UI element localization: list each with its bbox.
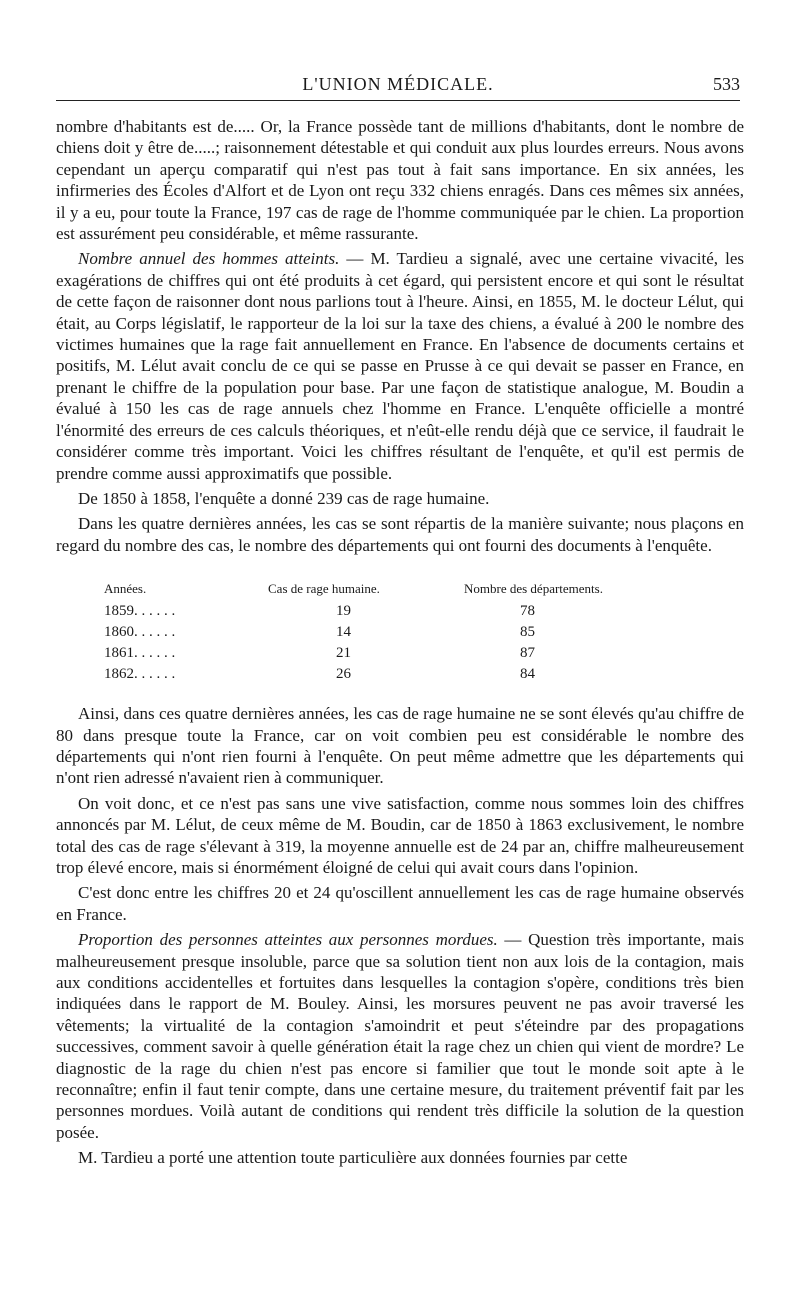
paragraph-text: De 1850 à 1858, l'enquête a donné 239 cas de rage humaine.: [78, 488, 490, 508]
table-cell: 1861. . . . . .: [104, 645, 176, 662]
section-heading: Proportion des personnes atteintes aux personnes mordues.: [78, 930, 498, 950]
paragraph-text: — M. Tardieu a signalé, avec une certaine vivacité, les exagérations de chiffres qui ont été produits à cet égard, qui persistent encore et qui sont le résultat de cette façon de raisonner dont nous parlions tout à l'heure. Ainsi, en 1855, M. le docteur Lélut, qui était, au Corps législatif, le rapporteur de la loi sur la taxe des chiens, a évalué à 200 le nombre des victimes humaines que la rage fait annuellement en France. En l'absence de documents certains et positifs, M. Lélut avait conclu de ce qui se passe en Prusse à ce qui devait se passer en France, en prenant le chiffre de la population pour base. Par une façon de statistique analogue, M. Boudin a évalué à 150 les cas de rage annuels chez l'homme en France. L'enquête officielle a montré l'énormité des erreurs de ces calculs théoriques, et n'eût-elle rendu déjà que ce service, il faudrait le considérer comme très important. Voici les chiffres résultant de l'enquête, et qu'il est permis de prendre comme aussi approximatifs que possible.: [56, 249, 744, 483]
table-cell: 87: [520, 645, 535, 662]
table-cell: 1859. . . . . .: [104, 603, 176, 620]
table-cell: 19: [336, 603, 351, 620]
paragraph: [56, 929, 744, 1143]
table-row: [56, 622, 744, 643]
paragraph-text: nombre d'habitants est de..... Or, la France possède tant de millions d'habitants, dont le nombre de chiens doit y être de.....; raisonnement détestable et qui conduit aux plus lourdes erreurs. Nous avons cependant un aperçu comparatif qui n'est pas tout à fait sans importance. En six années, les infirmeries des Écoles d'Alfort et de Lyon ont reçu 332 chiens enragés. Dans ces mêmes six années, il y a eu, pour toute la France, 197 cas de rage de l'homme communiquée par le chien. La proportion est assurément peu considérable, et même rassurante.: [56, 117, 744, 244]
table-row: [56, 664, 744, 685]
table-header-row: [56, 578, 744, 599]
table-row: [56, 643, 744, 664]
table-cell: 21: [336, 645, 351, 662]
paragraph: [56, 513, 744, 556]
table-row: [56, 601, 744, 622]
paragraph: [56, 488, 744, 509]
table-header-cell: Nombre des départements.: [464, 581, 603, 597]
paragraph: [56, 116, 744, 244]
paragraph: [56, 882, 744, 925]
paragraph-text: On voit donc, et ce n'est pas sans une vive satisfaction, comme nous sommes loin des chiffres annoncés par M. Lélut, de ceux même de M. Boudin, car de 1850 à 1863 exclusivement, le nombre total des cas de rage s'élevant à 319, la moyenne annuelle est de 24 par an, chiffre malheureusement trop élevé encore, mais si énormément éloigné de celui qui avait cours dans l'opinion.: [56, 793, 744, 877]
section-heading: Nombre annuel des hommes atteints.: [78, 249, 340, 269]
table-cell: 85: [520, 624, 535, 641]
table-header-cell: Cas de rage humaine.: [268, 581, 380, 597]
paragraph-text: — Question très importante, mais malheureusement presque insoluble, parce que sa solution tient non aux lois de la contagion, mais aux conditions accidentelles et fortuites dans lesquelles la contagion s'opère, conditions très bien indiquées dans le rapport de M. Bouley. Ainsi, les morsures peuvent ne pas avoir traversé les vêtements; la virtualité de la contagion s'amoindrit et peut s'éteindre par des propagations successives, comment savoir à quelle génération était la rage chez un chien qui vient de mordre? Le diagnostic de la rage du chien n'est pas encore si familier que tout le monde soit apte à le reconnaître; enfin il faut tenir compte, dans une certaine mesure, du traitement préventif fait par les personnes mordues. Voilà autant de conditions qui rendent très difficile la solution de la question posée.: [56, 930, 744, 1142]
paragraph: [56, 1147, 744, 1168]
table-header-cell: Années.: [104, 581, 147, 597]
journal-title: L'UNION MÉDICALE.: [302, 74, 494, 94]
table-cell: 14: [336, 624, 351, 641]
table-cell: 84: [520, 666, 535, 683]
paragraph-text: Ainsi, dans ces quatre dernières années, les cas de rage humaine ne se sont élevés qu'au chiffre de 80 dans presque toute la France, car on voit combien peu est considérable le nombre des départements qui n'ont rien fourni à l'enquête. On peut même admettre que les départements qui n'ont rien adressé n'avaient rien à communiquer.: [56, 704, 744, 788]
paragraph: [56, 248, 744, 483]
paragraph: [56, 793, 744, 879]
table-cell: 1862. . . . . .: [104, 666, 176, 683]
rabies-cases-table: [56, 578, 744, 685]
table-cell: 26: [336, 666, 351, 683]
running-head: [56, 72, 740, 101]
body-text: [56, 116, 744, 1173]
table-cell: 78: [520, 603, 535, 620]
table-cell: 1860. . . . . .: [104, 624, 176, 641]
paragraph-text: Dans les quatre dernières années, les cas se sont répartis de la manière suivante; nous plaçons en regard du nombre des cas, le nombre des départements qui ont fourni des documents à l'enquête.: [56, 514, 744, 555]
paragraph: [56, 703, 744, 789]
paragraph-text: C'est donc entre les chiffres 20 et 24 qu'oscillent annuellement les cas de rage humaine observés en France.: [56, 883, 744, 924]
paragraph-text: M. Tardieu a porté une attention toute particulière aux données fournies par cette: [78, 1148, 628, 1168]
page-number: 533: [713, 74, 740, 94]
